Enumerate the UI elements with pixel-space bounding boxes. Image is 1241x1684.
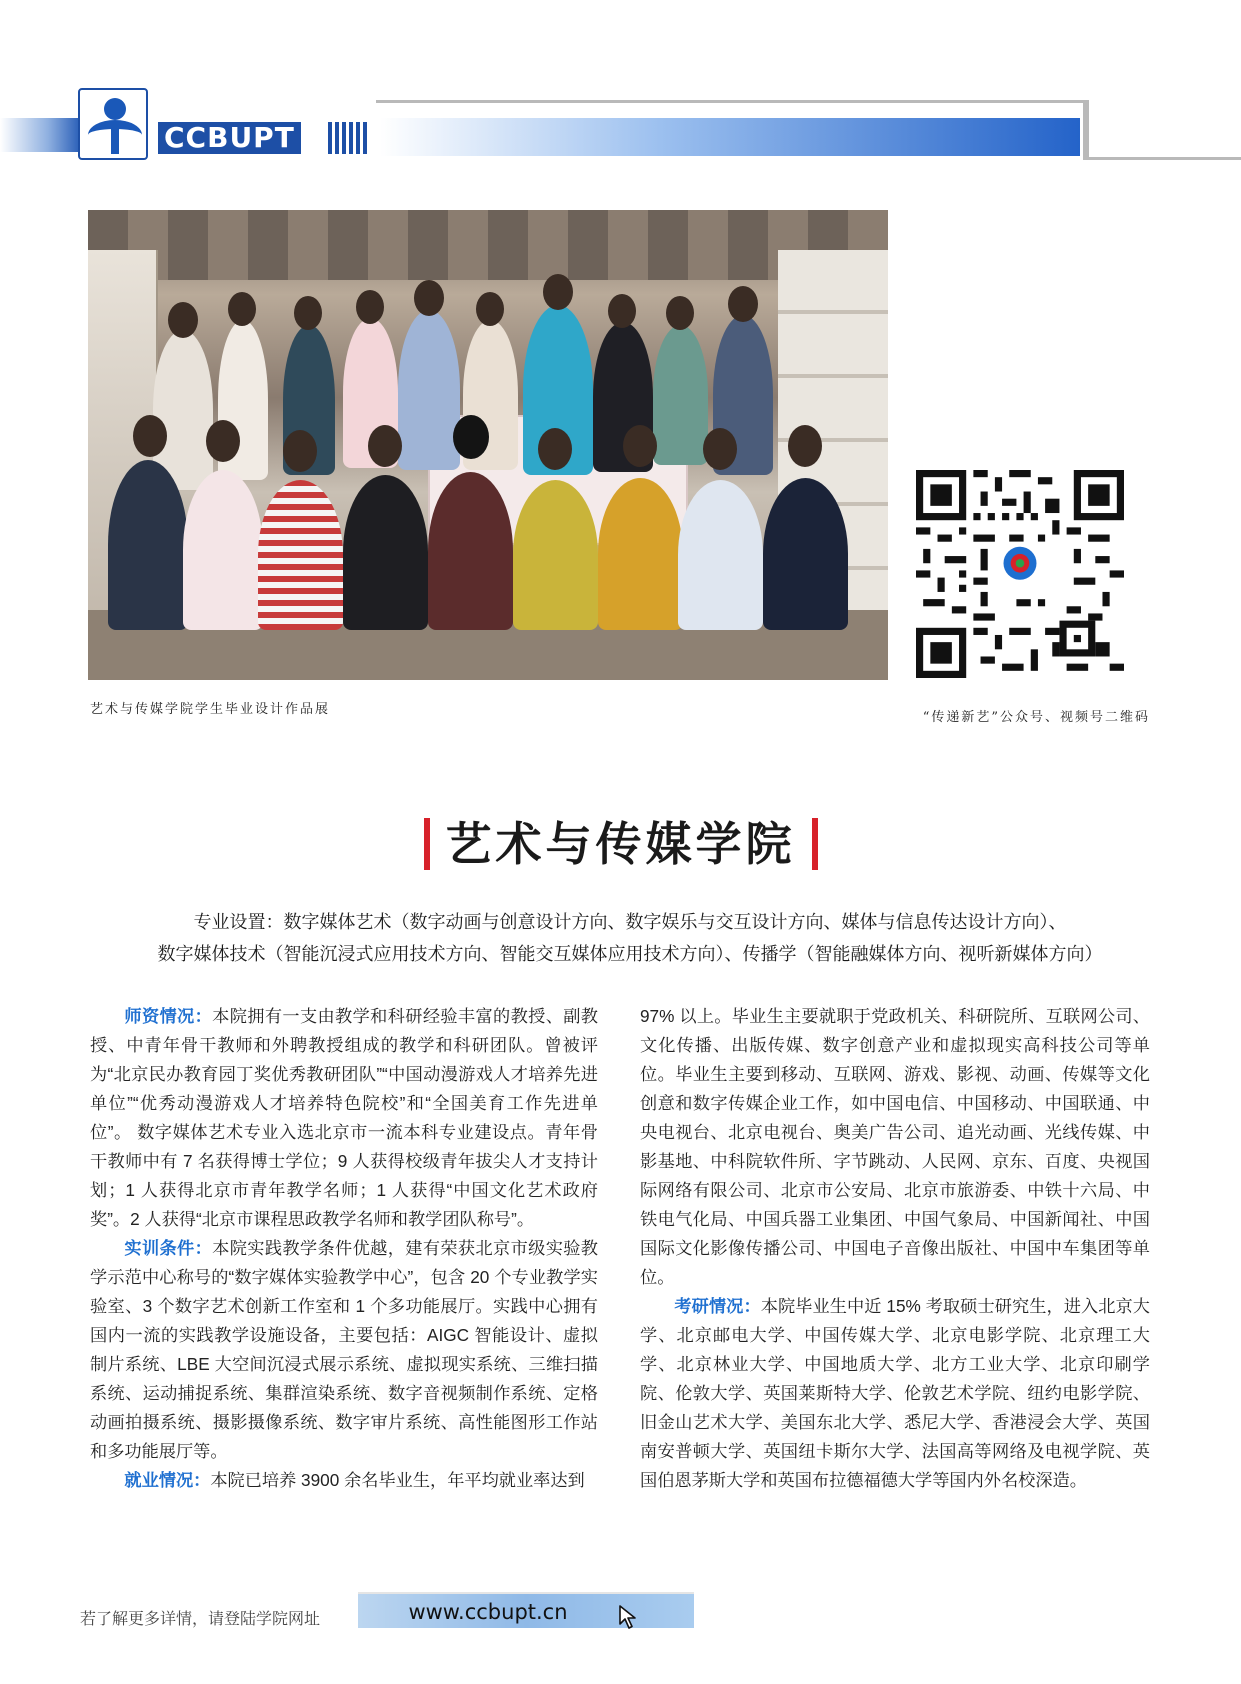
brand-name: CCBUPT (158, 122, 301, 154)
majors-line-2: 数字媒体技术（智能沉浸式应用技术方向、智能交互媒体应用技术方向）、传播学（智能融媒体方向、视听新媒体方向） (157, 944, 1103, 964)
training-label: 实训条件： (124, 1238, 213, 1258)
faculty-label: 师资情况： (124, 1006, 213, 1026)
majors-line-1: 专业设置：数字媒体艺术（数字动画与创意设计方向、数字娱乐与交互设计方向、媒体与信息传达设计方向）、 (193, 912, 1067, 932)
employment-continued: 97% 以上。毕业生主要就职于党政机关、科研院所、互联网公司、文化传播、出版传媒、数字创意产业和虚拟现实高科技公司等单位。毕业生主要到移动、互联网、游戏、影视、动画、传媒等文化创意和数字传媒企业工作，如中国电信、中国移动、中国联通、中央电视台、北京电视台、奥美广告公司、追光动画、光线传媒、中影基地、中科院软件所、字节跳动、人民网、京东、百度、央视国际网络有限公司、北京市公安局、北京市旅游委、中铁十六局、中铁电气化局、中国兵器工业集团、中国气象局、中国新闻社、中国国际文化影像传播公司、中国电子音像出版社、中国中车集团等单位。 (640, 1006, 1150, 1287)
employment-text-left: 本院已培养 3900 余名毕业生，年平均就业率达到 (210, 1470, 585, 1490)
qr-code[interactable] (916, 470, 1124, 678)
header-frame-right (1086, 100, 1241, 160)
body-right-column (640, 1002, 1150, 1495)
graduate-paragraph (640, 1292, 1150, 1495)
faculty-paragraph (90, 1002, 598, 1234)
header-gradient-left (0, 118, 80, 152)
group-photo (88, 210, 888, 680)
graduate-label: 考研情况： (674, 1296, 761, 1316)
employment-paragraph (90, 1466, 598, 1495)
training-paragraph (90, 1234, 598, 1466)
training-text: 本院实践教学条件优越，建有荣获北京市级实验教学示范中心称号的“数字媒体实验教学中心”，包含 20 个专业教学实验室、3 个数字艺术创新工作室和 1 个多功能展厅。实践中心拥有国内一流的实践教学设施设备，主要包括：AIGC 智能设计、虚拟制片系统、LBE 大空间沉浸式展示系统、虚拟现实系统、三维扫描系统、运动捕捉系统、集群渲染系统、数字音视频制作系统、定格动画拍摄系统、摄影摄像系统、数字审片系统、高性能图形工作站和多功能展厅等。 (90, 1238, 598, 1461)
cursor-arrow-icon (618, 1604, 640, 1630)
ccbupt-logo-icon (78, 88, 148, 160)
photo-caption: 艺术与传媒学院学生毕业设计作品展 (90, 702, 331, 717)
footer-prompt: 若了解更多详情，请登陆学院网址 (80, 1611, 321, 1628)
graduate-text: 本院毕业生中近 15% 考取硕士研究生，进入北京大学、北京邮电大学、中国传媒大学、北京电影学院、北京理工大学、北京林业大学、中国地质大学、北方工业大学、北京印刷学院、伦敦大学、英国莱斯特大学、伦敦艺术学院、纽约电影学院、旧金山艺术大学、美国东北大学、悉尼大学、香港浸会大学、英国南安普顿大学、英国纽卡斯尔大学、法国高等网络及电视学院、英国伯恩茅斯大学和英国布拉德福德大学等国内外名校深造。 (640, 1296, 1150, 1490)
faculty-text: 本院拥有一支由教学和科研经验丰富的教授、副教授、中青年骨干教师和外聘教授组成的教学和科研团队。曾被评为“北京民办教育园丁奖优秀教研团队”“中国动漫游戏人才培养先进单位”“优秀动漫游戏人才培养特色院校”和“全国美育工作先进单位”。 数字媒体艺术专业入选北京市一流本科专业建设点。青年骨干教师中有 7 名获得博士学位；9 人获得校级青年拔尖人才支持计划；1 人获得北京市青年教学名师；1 人获得“中国文化艺术政府奖”。2 人获得“北京市课程思政教学名师和教学团队称号”。 (90, 1006, 598, 1229)
majors-section (90, 906, 1170, 970)
employment-label: 就业情况： (124, 1470, 211, 1490)
footer-url-box[interactable] (358, 1592, 694, 1628)
body-left-column (90, 1002, 598, 1495)
header-gradient-right (380, 118, 1080, 156)
page-header (0, 88, 1241, 168)
website-link[interactable]: www.ccbupt.cn (408, 1600, 568, 1624)
page-title: 艺术与传媒学院 (424, 818, 818, 870)
brand-stripes (328, 122, 368, 154)
qr-caption: “传递新艺”公众号、视频号二维码 (922, 710, 1150, 725)
